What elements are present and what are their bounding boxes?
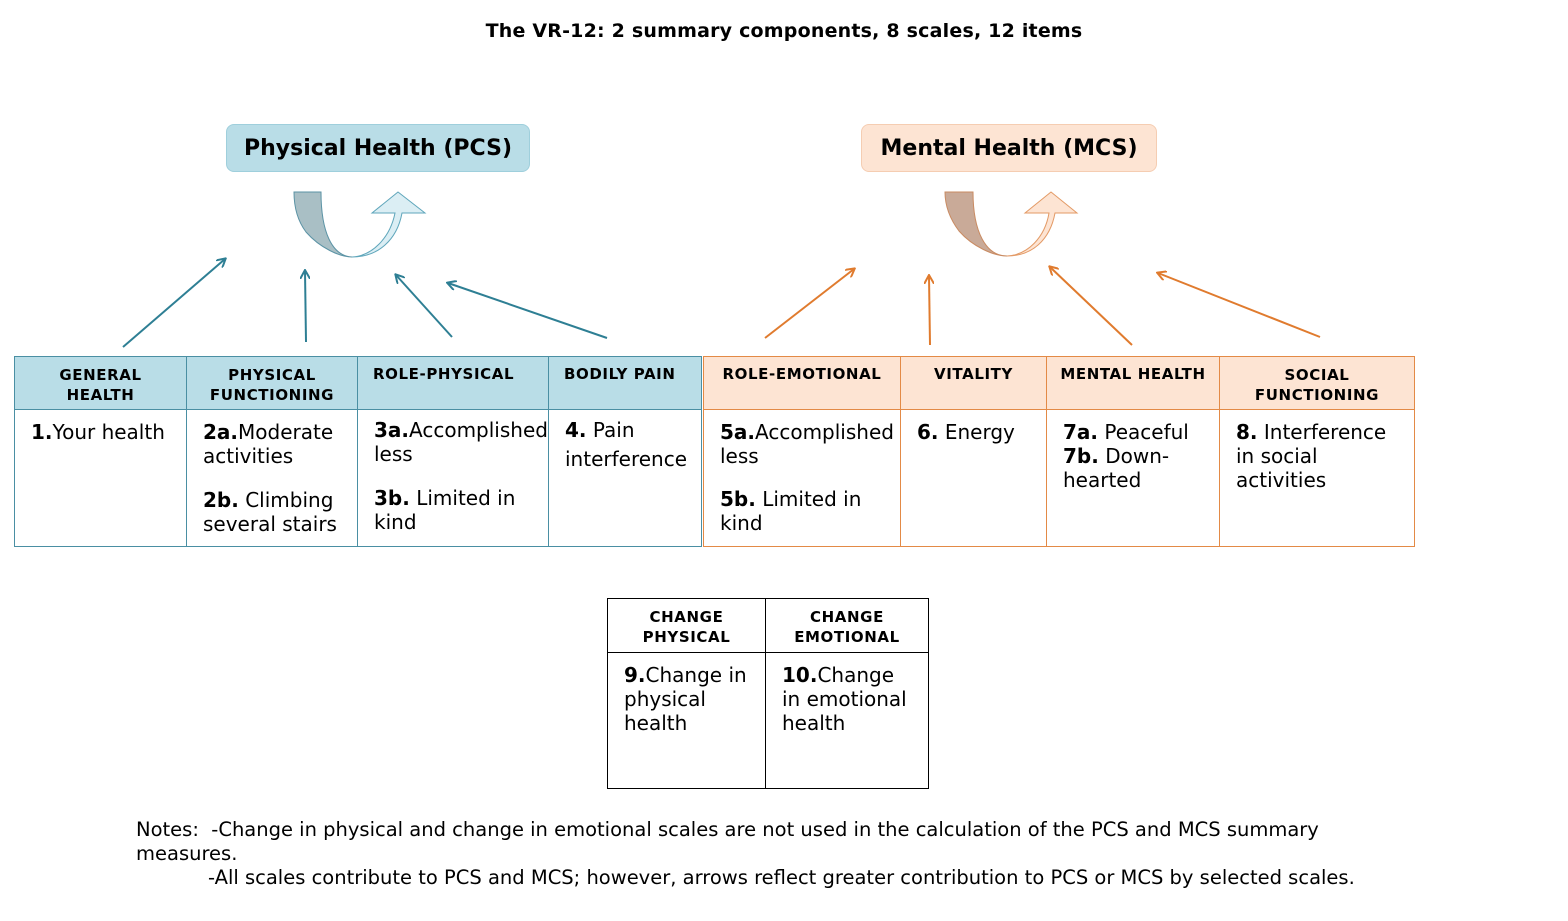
scale-header-label: BODILY PAIN <box>564 365 676 383</box>
notes-line-1b: measures. <box>136 842 238 865</box>
arrow-mental-health-to-mcs <box>1050 267 1132 345</box>
scale-header-label: PHYSICAL FUNCTIONING <box>209 366 335 404</box>
arrow-physical-functioning-to-pcs <box>305 271 306 342</box>
scale-header-label: ROLE-PHYSICAL <box>373 365 515 383</box>
item-text: Accomplished less <box>720 420 894 468</box>
arrow-role-emotional-to-mcs <box>765 269 854 338</box>
scale-items-role-emotional <box>703 409 901 547</box>
scale-header-social-functioning <box>1219 356 1415 410</box>
scale-items-role-physical <box>357 409 549 547</box>
item-number: 6. <box>917 420 939 444</box>
item-2a <box>203 420 357 468</box>
item-text: Limited in kind <box>374 486 516 534</box>
item-number: 2b. <box>203 488 239 512</box>
item-text: Pain interference <box>565 418 688 471</box>
scale-header-label: ROLE-EMOTIONAL <box>722 365 882 383</box>
item-7a <box>1063 420 1205 444</box>
arrow-general-health-to-pcs <box>123 259 225 347</box>
item-number: 1. <box>31 420 53 444</box>
item-3a <box>374 418 548 466</box>
item-number: 9. <box>624 663 646 687</box>
item-text: Interference in social activities <box>1236 420 1387 492</box>
arrow-social-functioning-to-mcs <box>1158 273 1320 337</box>
notes-line-1 <box>136 818 1355 842</box>
scale-header-role-physical <box>357 356 549 410</box>
item-number: 3a. <box>374 418 410 442</box>
change-header-physical <box>607 598 766 653</box>
change-header-label: CHANGE PHYSICAL <box>642 608 731 646</box>
scale-items-mental-health <box>1046 409 1220 547</box>
scale-header-general-health <box>14 356 187 410</box>
scale-items-vitality <box>900 409 1047 547</box>
scale-header-mental-health <box>1046 356 1220 410</box>
item-10 <box>782 663 914 735</box>
notes-section <box>136 818 1355 890</box>
item-number: 5b. <box>720 487 756 511</box>
item-text: Limited in kind <box>720 487 862 535</box>
item-1 <box>31 420 186 444</box>
scale-header-role-emotional <box>703 356 901 410</box>
scale-items-bodily-pain <box>548 409 702 547</box>
item-5b <box>720 487 900 535</box>
item-2b <box>203 488 357 536</box>
item-3b <box>374 486 548 534</box>
scale-header-vitality <box>900 356 1047 410</box>
item-text: Down-hearted <box>1063 444 1170 492</box>
notes-line-2: -All scales contribute to PCS and MCS; however, arrows reflect greater contribution to PCS or MCS by selected scales. <box>208 866 1355 889</box>
scale-header-label: GENERAL HEALTH <box>59 366 142 404</box>
scale-items-social-functioning <box>1219 409 1415 547</box>
diagram-title: The VR-12: 2 summary components, 8 scales, 12 items <box>485 20 1083 42</box>
scale-header-label: MENTAL HEALTH <box>1060 365 1206 383</box>
scale-header-bodily-pain <box>548 356 702 410</box>
item-number: 10. <box>782 663 818 687</box>
item-6 <box>917 420 1046 444</box>
item-number: 3b. <box>374 486 410 510</box>
change-items-physical <box>607 652 766 789</box>
scale-header-label: VITALITY <box>934 365 1013 383</box>
change-header-label: CHANGE EMOTIONAL <box>794 608 900 646</box>
arrow-bodily-pain-to-pcs <box>448 283 607 338</box>
scale-items-physical-functioning <box>186 409 358 547</box>
notes-label: Notes: <box>136 818 199 841</box>
item-text: Change in physical health <box>624 663 747 735</box>
scale-header-label: SOCIAL FUNCTIONING <box>1254 366 1380 404</box>
item-number: 4. <box>565 418 587 442</box>
arrow-role-physical-to-pcs <box>396 275 452 337</box>
scale-header-physical-functioning <box>186 356 358 410</box>
item-7b <box>1063 444 1205 492</box>
item-number: 7b. <box>1063 444 1099 468</box>
pcs-summary-label: Physical Health (PCS) <box>243 135 513 161</box>
change-header-emotional <box>765 598 929 653</box>
scale-items-general-health <box>14 409 187 547</box>
item-text: Your health <box>52 420 165 444</box>
mcs-uturn-arrow <box>945 192 1077 256</box>
item-text: Accomplished less <box>374 418 548 466</box>
change-items-emotional <box>765 652 929 789</box>
item-number: 8. <box>1236 420 1258 444</box>
item-number: 2a. <box>203 420 239 444</box>
item-text: Climbing several stairs <box>203 488 337 536</box>
item-text: Energy <box>938 420 1015 444</box>
item-text: Moderate activities <box>203 420 334 468</box>
item-5a <box>720 420 900 468</box>
notes-text-1: -Change in physical and change in emotional scales are not used in the calculation of the PCS and MCS summary <box>198 818 1319 841</box>
arrow-vitality-to-mcs <box>929 276 930 345</box>
item-number: 7a. <box>1063 420 1099 444</box>
item-text: Peaceful <box>1098 420 1189 444</box>
item-text: Change in emotional health <box>782 663 907 735</box>
mcs-summary-label: Mental Health (MCS) <box>880 135 1138 161</box>
pcs-uturn-arrow <box>294 192 425 257</box>
item-8 <box>1236 420 1394 492</box>
item-number: 5a. <box>720 420 756 444</box>
item-9 <box>624 663 755 735</box>
item-4 <box>565 416 701 474</box>
